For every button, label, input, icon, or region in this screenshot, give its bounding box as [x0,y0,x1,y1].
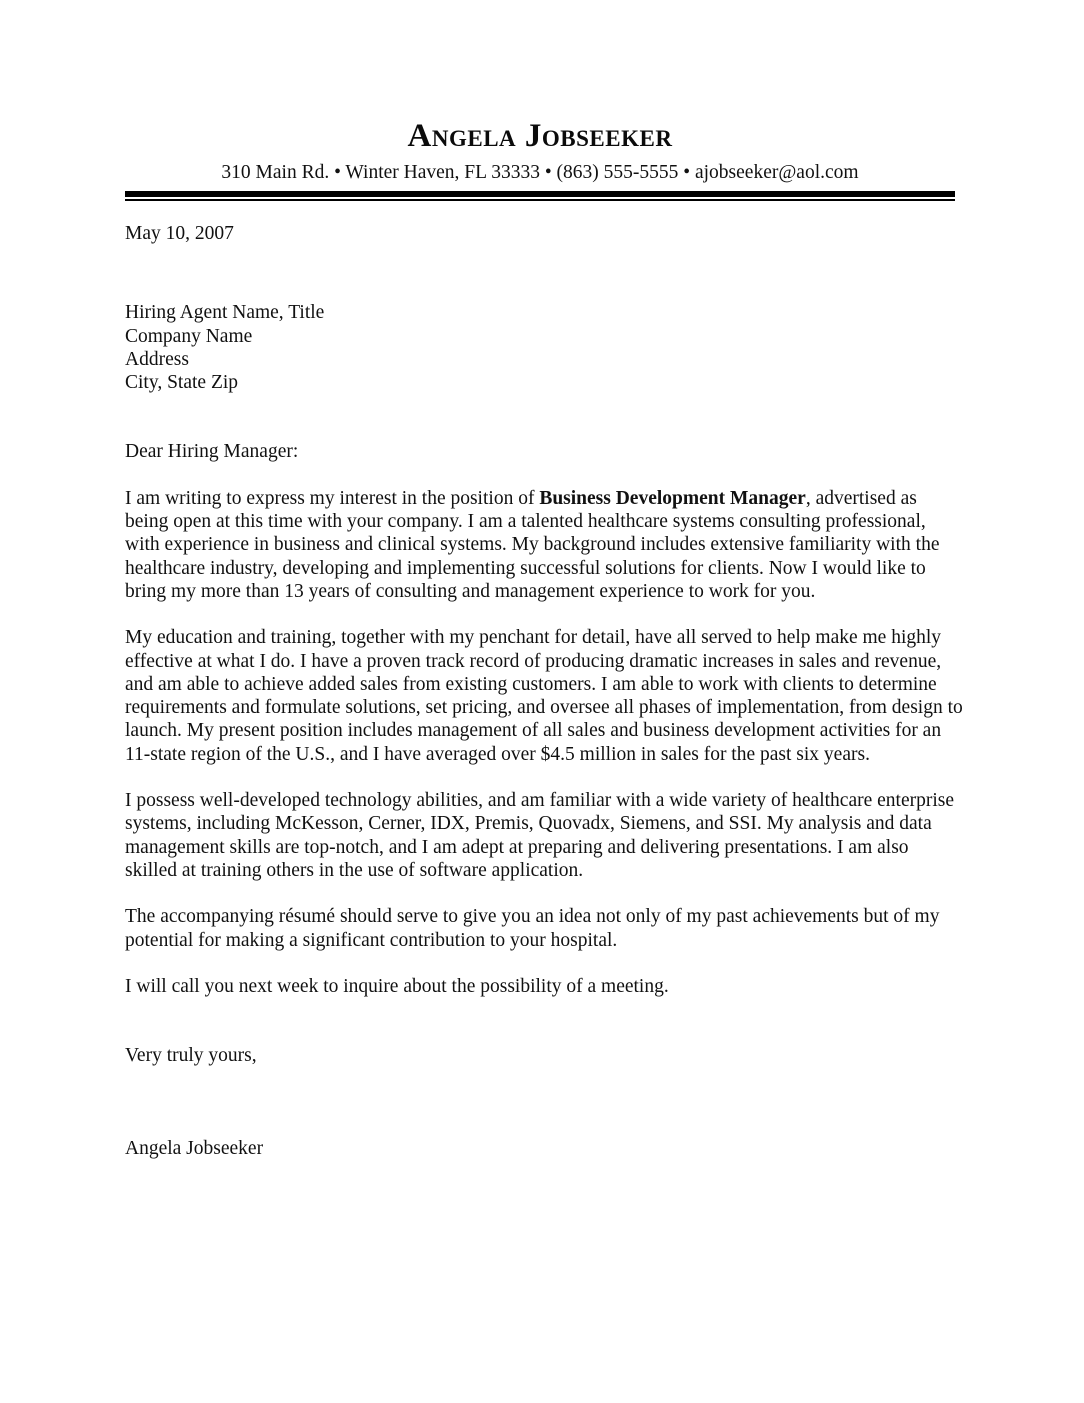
letter-body [125,222,963,1161]
letterhead-name: Angela Jobseeker [407,118,673,154]
letterhead [125,118,955,201]
paragraph-1-before-bold: I am writing to express my interest in the position of [125,487,540,509]
signature-space [125,1067,963,1137]
signature-name: Angela Jobseeker [125,1138,264,1160]
paragraph-3: I possess well-developed technology abilities, and am familiar with a wide variety of healthcare enterprise systems, including McKesson, Cerner, IDX, Premis, Quovadx, Siemens, and SSI. My analysis and data management skills are top-notch, and I am adept at preparing and delivering presentations. I am also skilled at training others in the use of software application. [125,790,954,881]
spacer-after-recipient [125,394,963,440]
recipient-address-block [125,301,963,394]
letter-date: May 10, 2007 [125,223,234,244]
spacer-before-closing [125,998,963,1044]
salutation: Dear Hiring Manager: [125,441,299,463]
spacer-after-paragraph-3 [125,882,963,905]
recipient-line-name-title: Hiring Agent Name, Title [125,302,325,324]
recipient-line-company: Company Name [125,325,253,347]
divider-thin-rule [125,199,955,201]
spacer-after-paragraph-4 [125,952,963,975]
paragraph-4: The accompanying résumé should serve to give you an idea not only of my past achievements but of my potential for making a significant contribution to your hospital. [125,906,940,951]
paragraph-2: My education and training, together with my penchant for detail, have all served to help make me highly effective at what I do. I have a proven track record of producing dramatic increases in sales and revenue, and am able to achieve added sales from existing customers. I am able to work with clients to determine requirements and formulate solutions, set pricing, and oversee all phases of implementation, from design to launch. My present position includes management of all sales and business development activities for an 11-state region of the U.S., and I have averaged over $4.5 million in sales for the past six years. [125,627,963,765]
letterhead-contact-line: 310 Main Rd. • Winter Haven, FL 33333 • (863) 555-5555 • ajobseeker@aol.com [221,161,859,183]
spacer-after-salutation [125,464,963,487]
spacer-after-paragraph-2 [125,766,963,789]
recipient-line-address: Address [125,348,189,370]
letterhead-divider [125,191,955,201]
job-title-emphasis: Business Development Manager [539,487,806,509]
closing-line: Very truly yours, [125,1045,257,1067]
spacer-after-paragraph-1 [125,603,963,626]
paragraph-1 [125,487,963,603]
paragraph-1-after-bold: , advertised as being open at this time with your company. I am a talented healthcare systems consulting professional, with experience in business and clinical systems. My background includes extensive familiarity with the healthcare industry, developing and implementing successful solutions for clients. Now I would like to bring my more than 13 years of consulting and management experience to work for you. [125,487,940,602]
spacer-after-date [125,245,963,301]
paragraph-5: I will call you next week to inquire about the possibility of a meeting. [125,975,669,997]
recipient-line-city-state-zip: City, State Zip [125,372,239,394]
